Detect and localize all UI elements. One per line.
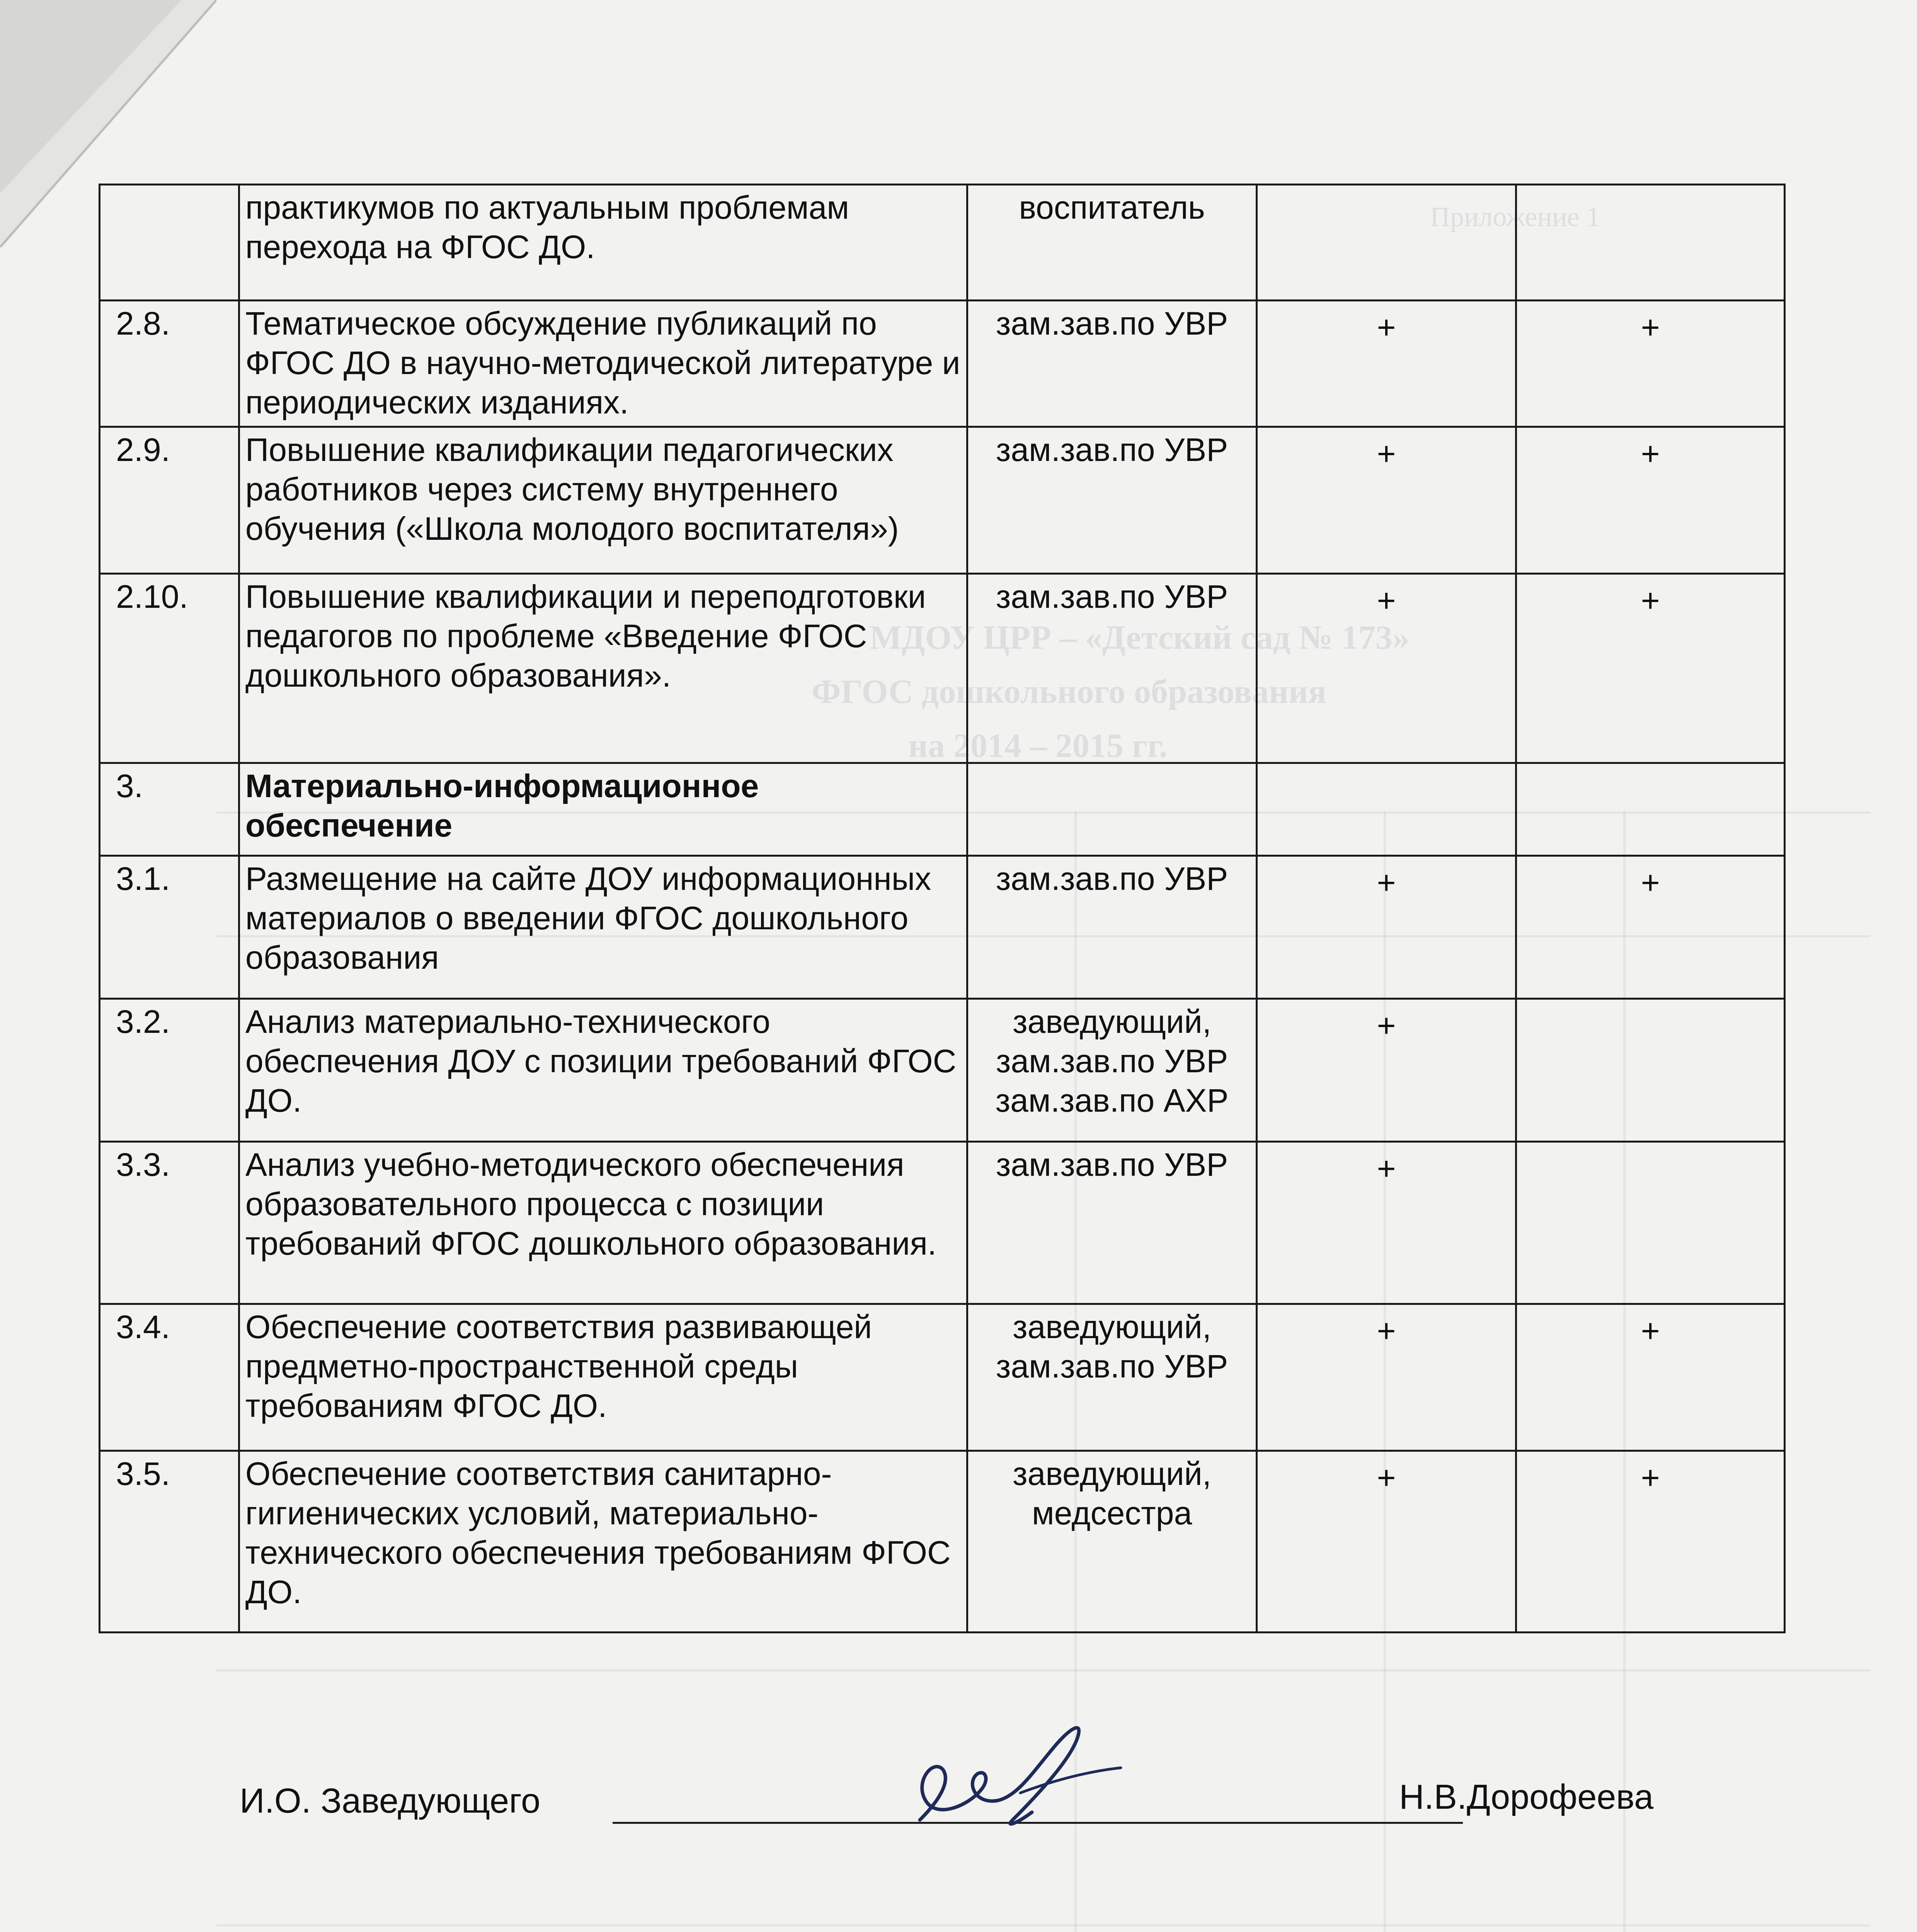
row-mark-2015	[1516, 185, 1785, 301]
mark-plus: +	[1377, 309, 1396, 345]
row-event: Обеспечение соответствия санитарно-гигиенических условий, материально-технического обеспечения требованиям ФГОС ДО.	[239, 1451, 967, 1633]
mark-plus: +	[1641, 1313, 1660, 1349]
row-responsible: зам.зав.по УВР	[967, 1142, 1257, 1304]
row-responsible: заведующий, медсестра	[967, 1451, 1257, 1633]
handwritten-signature-icon	[850, 1704, 1237, 1859]
row-event: Обеспечение соответствия развивающей предметно-пространственной среды требованиям ФГОС ДО.	[239, 1304, 967, 1451]
row-mark-2014	[1256, 427, 1516, 574]
row-responsible: зам.зав.по УВР	[967, 574, 1257, 763]
row-mark-2015	[1516, 574, 1785, 763]
row-mark-2014	[1256, 856, 1516, 999]
row-mark-2014	[1256, 1142, 1516, 1304]
table-section-row	[100, 763, 1785, 856]
mark-plus: +	[1377, 582, 1396, 619]
plan-table	[99, 184, 1786, 1633]
row-number: 3.3.	[100, 1142, 239, 1304]
signature-block	[240, 1777, 1728, 1839]
bleed-through-text: ФГОС дошкольного образования	[812, 673, 1327, 711]
mark-plus: +	[1377, 1150, 1396, 1187]
row-mark-2015	[1516, 1142, 1785, 1304]
row-responsible: зам.зав.по УВР	[967, 301, 1257, 427]
mark-plus: +	[1641, 1459, 1660, 1496]
table-row	[100, 427, 1785, 574]
table-body	[100, 185, 1785, 1633]
mark-plus: +	[1641, 435, 1660, 472]
row-responsible	[967, 763, 1257, 856]
row-mark-2015	[1516, 856, 1785, 999]
row-responsible: зам.зав.по УВР	[967, 856, 1257, 999]
table-row	[100, 1451, 1785, 1633]
row-mark-2014	[1256, 763, 1516, 856]
row-mark-2014	[1256, 1451, 1516, 1633]
row-event: практикумов по актуальным проблемам перехода на ФГОС ДО.	[239, 185, 967, 301]
bleed-through-text: МДОУ ЦРР – «Детский сад № 173»	[870, 619, 1410, 656]
mark-plus: +	[1641, 582, 1660, 619]
row-number: 2.9.	[100, 427, 239, 574]
row-number: 3.2.	[100, 999, 239, 1142]
table-row	[100, 301, 1785, 427]
mark-plus: +	[1377, 435, 1396, 472]
row-mark-2014	[1256, 1304, 1516, 1451]
row-responsible: зам.зав.по УВР	[967, 427, 1257, 574]
row-event: Повышение квалификации и переподготовки педагогов по проблеме «Введение ФГОС дошкольного образования».	[239, 574, 967, 763]
bleed-line	[216, 1669, 1871, 1672]
row-mark-2015	[1516, 1304, 1785, 1451]
row-mark-2014	[1256, 574, 1516, 763]
row-mark-2015	[1516, 427, 1785, 574]
row-number: 2.10.	[100, 574, 239, 763]
table-row	[100, 999, 1785, 1142]
row-event: Анализ учебно-методического обеспечения образовательного процесса с позиции требований ФГОС дошкольного образования.	[239, 1142, 967, 1304]
row-event: Анализ материально-технического обеспечения ДОУ с позиции требований ФГОС ДО.	[239, 999, 967, 1142]
row-number: 3.1.	[100, 856, 239, 999]
mark-plus: +	[1641, 864, 1660, 901]
row-responsible: заведующий, зам.зав.по УВР	[967, 1304, 1257, 1451]
table-row	[100, 185, 1785, 301]
row-number: 3.4.	[100, 1304, 239, 1451]
row-number: 3.	[100, 763, 239, 856]
mark-plus: +	[1377, 864, 1396, 901]
mark-plus: +	[1377, 1459, 1396, 1496]
section-title: Материально-информационное обеспечение	[239, 763, 967, 856]
mark-plus: +	[1641, 309, 1660, 345]
row-mark-2014	[1256, 185, 1516, 301]
mark-plus: +	[1377, 1313, 1396, 1349]
bleed-through-text: на 2014 – 2015 гг.	[908, 727, 1168, 765]
row-mark-2015	[1516, 763, 1785, 856]
row-responsible: воспитатель	[967, 185, 1257, 301]
table-row	[100, 1304, 1785, 1451]
bleed-line	[216, 1924, 1871, 1927]
signer-name: Н.В.Дорофеева	[1399, 1778, 1654, 1816]
signer-title: И.О. Заведующего	[240, 1782, 541, 1820]
bleed-through-text: Приложение 1	[1430, 201, 1600, 232]
row-event: Тематическое обсуждение публикаций по ФГОС ДО в научно-методической литературе и периодических изданиях.	[239, 301, 967, 427]
row-mark-2015	[1516, 999, 1785, 1142]
row-number	[100, 185, 239, 301]
row-number: 2.8.	[100, 301, 239, 427]
table-row	[100, 1142, 1785, 1304]
row-responsible: заведующий, зам.зав.по УВР зам.зав.по АХР	[967, 999, 1257, 1142]
row-mark-2014	[1256, 999, 1516, 1142]
table-row	[100, 856, 1785, 999]
row-mark-2014	[1256, 301, 1516, 427]
row-event: Повышение квалификации педагогических работников через систему внутреннего обучения («Школа молодого воспитателя»)	[239, 427, 967, 574]
table-row	[100, 574, 1785, 763]
row-mark-2015	[1516, 1451, 1785, 1633]
row-event: Размещение на сайте ДОУ информационных материалов о введении ФГОС дошкольного образования	[239, 856, 967, 999]
row-number: 3.5.	[100, 1451, 239, 1633]
row-mark-2015	[1516, 301, 1785, 427]
mark-plus: +	[1377, 1007, 1396, 1044]
